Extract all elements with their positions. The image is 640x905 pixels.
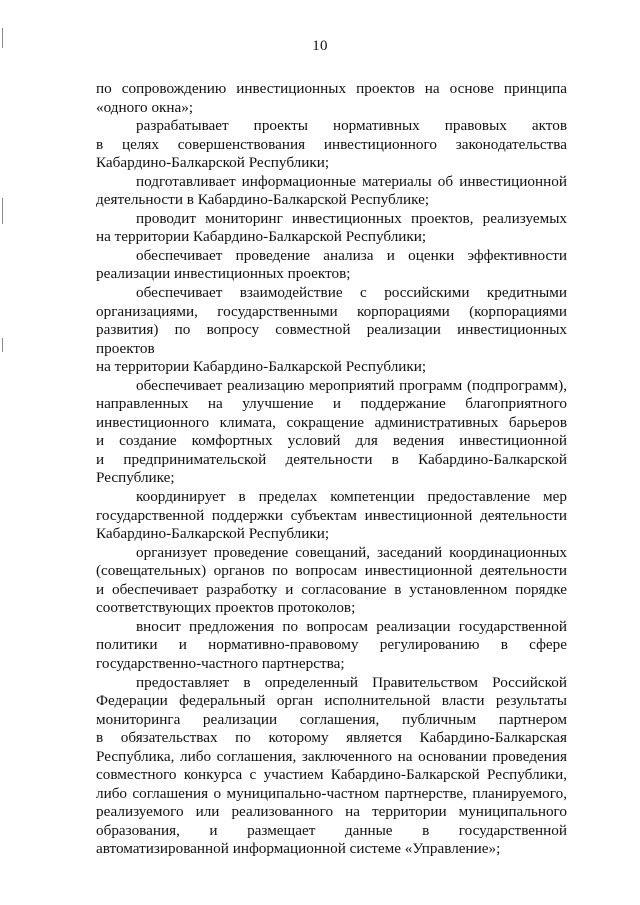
document-line: направленных на улучшение и поддержание благоприятного xyxy=(96,395,567,413)
document-line: Республика, либо соглашения, заключенного на основании проведения xyxy=(96,747,567,765)
document-line: мониторинга реализации соглашения, публичным партнером xyxy=(96,710,567,728)
document-line: по сопровождению инвестиционных проектов на основе принципа xyxy=(96,80,567,97)
document-line: соответствующих проектов протоколов; xyxy=(96,599,356,617)
document-line: деятельности в Кабардино-Балкарской Республике; xyxy=(96,191,430,209)
document-line: обеспечивает проведение анализа и оценки эффективности xyxy=(136,246,567,264)
document-line: и обеспечивает разработку и согласование в установленном порядке xyxy=(96,580,567,598)
document-line: Федерации федеральный орган исполнительной власти результаты xyxy=(96,692,567,710)
document-line: обеспечивает реализацию мероприятий программ (подпрограмм), xyxy=(136,376,567,394)
document-line: на территории Кабардино-Балкарской Республики; xyxy=(96,358,427,376)
document-line: в обязательствах по которому является Кабардино-Балкарская xyxy=(96,729,567,747)
document-line: либо соглашения о муниципально-частном партнерстве, планируемого, xyxy=(96,784,567,802)
document-line: в целях совершенствования инвестиционного законодательства xyxy=(96,135,567,153)
document-line: Кабардино-Балкарской Республики; xyxy=(96,154,330,172)
document-line: проводит мониторинг инвестиционных проектов, реализуемых xyxy=(136,209,567,227)
document-line: координирует в пределах компетенции предоставление мер xyxy=(136,488,567,506)
document-line: развития) по вопросу совместной реализации инвестиционных проектов xyxy=(96,321,567,357)
document-line: (совещательных) органов по вопросам инвестиционной деятельности xyxy=(96,562,567,580)
document-line: государственно-частного партнерства; xyxy=(96,654,345,672)
document-line: государственной поддержки субъектам инвестиционной деятельности xyxy=(96,506,567,524)
scan-edge-mark xyxy=(2,198,3,224)
document-line: подготавливает информационные материалы об инвестиционной xyxy=(136,172,567,190)
document-line: вносит предложения по вопросам реализации государственной xyxy=(136,617,567,635)
document-line: Республике; xyxy=(96,469,175,487)
document-body xyxy=(96,80,567,859)
document-line: обеспечивает взаимодействие с российскими кредитными xyxy=(136,284,567,302)
document-line: и создание комфортных условий для ведения инвестиционной xyxy=(96,432,567,450)
document-line: реализуемого или реализованного на территории муниципального xyxy=(96,803,567,821)
document-line: автоматизированной информационной системе «Управление»; xyxy=(96,840,501,858)
document-line: организациями, государственными корпорациями (корпорациями xyxy=(96,302,567,320)
document-line: Кабардино-Балкарской Республики; xyxy=(96,525,330,543)
document-line: образования, и размещает данные в государственной xyxy=(96,821,567,839)
document-line: и предпринимательской деятельности в Кабардино-Балкарской xyxy=(96,450,567,468)
document-line: совместного конкурса с участием Кабардино-Балкарской Республики, xyxy=(96,766,567,784)
page-number: 10 xyxy=(312,38,328,54)
document-line: разрабатывает проекты нормативных правовых актов xyxy=(136,117,567,135)
document-line: реализации инвестиционных проектов; xyxy=(96,265,351,283)
document-line: предоставляет в определенный Правительством Российской xyxy=(136,673,567,691)
document-line: «одного окна»; xyxy=(96,98,194,116)
scan-edge-mark xyxy=(2,338,3,352)
document-line: политики и нормативно-правовому регулированию в сфере xyxy=(96,636,567,654)
document-line: на территории Кабардино-Балкарской Республики; xyxy=(96,228,427,246)
document-line: организует проведение совещаний, заседаний координационных xyxy=(136,543,567,561)
document-line: инвестиционного климата, сокращение административных барьеров xyxy=(96,413,567,431)
